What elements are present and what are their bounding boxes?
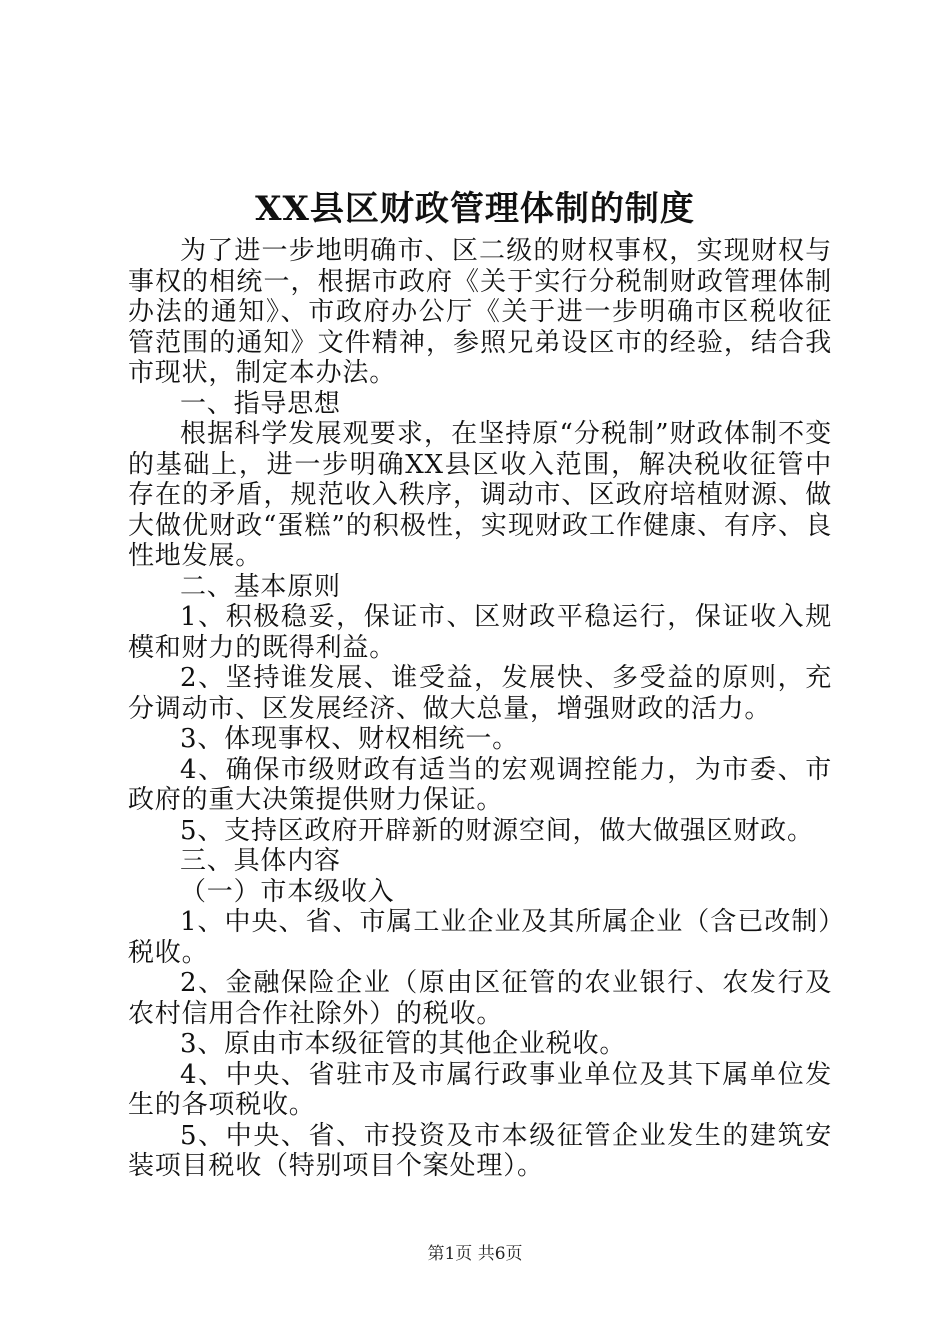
revenue-item: 1、中央、省、市属工业企业及其所属企业（含已改制）税收。 (128, 907, 832, 968)
section-heading-basic-principles: 二、基本原则 (180, 571, 341, 602)
revenue-item: 3、原由市本级征管的其他企业税收。 (180, 1029, 627, 1059)
revenue-item: 4、中央、省驻市及市属行政事业单位及其下属单位发生的各项税收。 (128, 1059, 832, 1120)
principle-item: 5、支持区政府开辟新的财源空间，做大做强区财政。 (180, 815, 814, 846)
page-footer: 第1页 共6页 (427, 1244, 523, 1264)
revenue-item: 5、中央、省、市投资及市本级征管企业发生的建筑安装项目税收（特别项目个案处理）。 (128, 1120, 832, 1181)
revenue-item: 2、金融保险企业（原由区征管的农业银行、农发行及农村信用合作社除外）的税收。 (128, 968, 832, 1029)
principle-item: 1、积极稳妥，保证市、区财政平稳运行，保证收入规模和财力的既得利益。 (128, 602, 832, 663)
paragraph-guiding-ideology: 根据科学发展观要求，在坚持原“分税制”财政体制不变的基础上，进一步明确XX县区收入范围，解决税收征管中存在的矛盾，规范收入秩序，调动市、区政府培植财源、做大做优财政“蛋糕”的积极性，实现财政工作健康、有序、良性地发展。 (128, 419, 832, 571)
paragraph-intro: 为了进一步地明确市、区二级的财权事权，实现财权与事权的相统一，根据市政府《关于实行分税制财政管理体制办法的通知》、市政府办公厅《关于进一步明确市区税收征管范围的通知》文件精神，参照兄弟设区市的经验，结合我市现状，制定本办法。 (128, 236, 832, 388)
principle-item: 4、确保市级财政有适当的宏观调控能力，为市委、市政府的重大决策提供财力保证。 (128, 754, 832, 815)
section-heading-specific-content: 三、具体内容 (180, 846, 341, 876)
principle-item: 3、体现事权、财权相统一。 (180, 724, 519, 754)
principle-item: 2、坚持谁发展、谁受益，发展快、多受益的原则，充分调动市、区发展经济、做大总量，增强财政的活力。 (128, 663, 832, 724)
section-heading-guiding-ideology: 一、指导思想 (180, 388, 341, 419)
subsection-heading-city-revenue: （一）市本级收入 (180, 876, 395, 907)
document-body (128, 236, 832, 1182)
document-title: XX县区财政管理体制的制度 (255, 189, 695, 229)
